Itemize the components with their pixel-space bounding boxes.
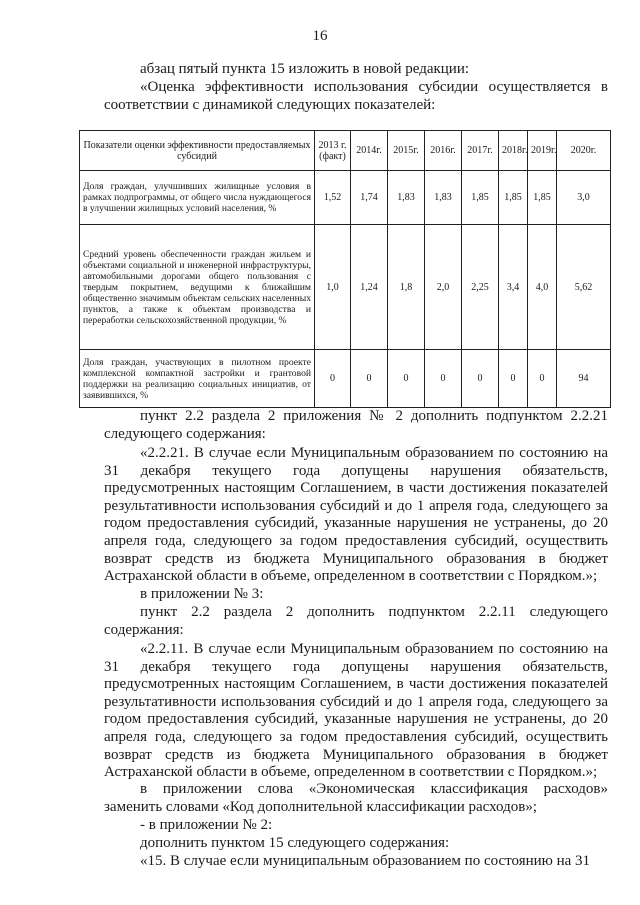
header-cell: 2020г. <box>557 131 611 171</box>
intro-line: абзац пятый пункта 15 изложить в новой редакции: <box>140 61 470 77</box>
body-paragraph: «2.2.11. В случае если Муниципальным образованием по состоянию на 31 декабря текущего года допущены нарушения обязательств, предусмотренных настоящим Соглашением, в части достижения показателей результативности использования субсидий и до 1 апреля года, следующего за годом предоставления субсидий, указанные нарушения не устранены, до 20 апреля года, следующего за годом предоставления субсидий, осуществить возврат средств из бюджета Муниципального образования в бюджет Астраханской области в объеме, определенном в соответствии с Порядком.»; <box>104 641 608 781</box>
header-cell: 2016г. <box>425 131 462 171</box>
header-cell: 2014г. <box>351 131 388 171</box>
value-cell: 1,85 <box>528 171 557 225</box>
value-cell: 0 <box>388 350 425 408</box>
value-cell: 1,24 <box>351 225 388 350</box>
body-paragraph: - в приложении № 2: <box>140 817 273 833</box>
value-cell: 0 <box>499 350 528 408</box>
page-number: 16 <box>312 28 328 44</box>
value-cell: 1,8 <box>388 225 425 350</box>
header-cell: Показатели оценки эффективности предоставляемых субсидий <box>80 131 315 171</box>
header-cell: 2015г. <box>388 131 425 171</box>
row-label: Доля граждан, участвующих в пилотном проекте комплексной компактной застройки и грантовой поддержки на реализацию социальных инициатив, от заявившихся, % <box>80 350 315 408</box>
value-cell: 5,62 <box>557 225 611 350</box>
table-row <box>80 350 611 408</box>
body-paragraph: в приложении слова «Экономическая классификация расходов» заменить словами «Код дополнительной классификации расходов»; <box>104 781 608 815</box>
value-cell: 0 <box>462 350 499 408</box>
indicators-table <box>79 130 611 408</box>
body-paragraph: «15. В случае если муниципальным образованием по состоянию на 31 <box>140 853 591 869</box>
table-row <box>80 171 611 225</box>
value-cell: 1,74 <box>351 171 388 225</box>
body-paragraph: пункт 2.2 раздела 2 дополнить подпунктом 2.2.11 следующего содержания: <box>104 604 608 638</box>
value-cell: 1,52 <box>315 171 351 225</box>
value-cell: 0 <box>351 350 388 408</box>
table-header-row <box>80 131 611 171</box>
value-cell: 2,25 <box>462 225 499 350</box>
header-cell: 2013 г. (факт) <box>315 131 351 171</box>
value-cell: 1,85 <box>499 171 528 225</box>
value-cell: 1,0 <box>315 225 351 350</box>
value-cell: 3,0 <box>557 171 611 225</box>
value-cell: 1,83 <box>425 171 462 225</box>
header-cell: 2018г. <box>499 131 528 171</box>
value-cell: 3,4 <box>499 225 528 350</box>
value-cell: 2,0 <box>425 225 462 350</box>
body-paragraph: пункт 2.2 раздела 2 приложения № 2 дополнить подпунктом 2.2.21 следующего содержания: <box>104 408 608 442</box>
value-cell: 0 <box>425 350 462 408</box>
body-paragraph: «2.2.21. В случае если Муниципальным образованием по состоянию на 31 декабря текущего года допущены нарушения обязательств, предусмотренных настоящим Соглашением, в части достижения показателей результативности использования субсидий и до 1 апреля года, следующего за годом предоставления субсидий, указанные нарушения не устранены, до 20 апреля года, следующего за годом предоставления субсидий, осуществить возврат средств из бюджета Муниципального образования в бюджет Астраханской области в объеме, определенном в соответствии с Порядком.»; <box>104 445 608 585</box>
intro-paragraph: «Оценка эффективности использования субсидии осуществляется в соответствии с динамикой следующих показателей: <box>104 79 608 113</box>
value-cell: 94 <box>557 350 611 408</box>
body-paragraph: в приложении № 3: <box>140 586 264 602</box>
value-cell: 1,83 <box>388 171 425 225</box>
value-cell: 4,0 <box>528 225 557 350</box>
header-cell: 2019г. <box>528 131 557 171</box>
value-cell: 0 <box>528 350 557 408</box>
header-cell: 2017г. <box>462 131 499 171</box>
value-cell: 0 <box>315 350 351 408</box>
table-row <box>80 225 611 350</box>
row-label: Средний уровень обеспеченности граждан жильем и объектами социальной и инженерной инфраструктуры, автомобильными дорогами общего пользования с твердым покрытием, ведущими к ближайшим общественно значимым объектам сельских населенных пунктов, а также к объектам производства и переработки сельскохозяйственной продукции, % <box>80 225 315 350</box>
value-cell: 1,85 <box>462 171 499 225</box>
row-label: Доля граждан, улучшивших жилищные условия в рамках подпрограммы, от общего числа нуждающегося в улучшении жилищных условий населения, % <box>80 171 315 225</box>
body-paragraph: дополнить пунктом 15 следующего содержания: <box>140 835 450 851</box>
